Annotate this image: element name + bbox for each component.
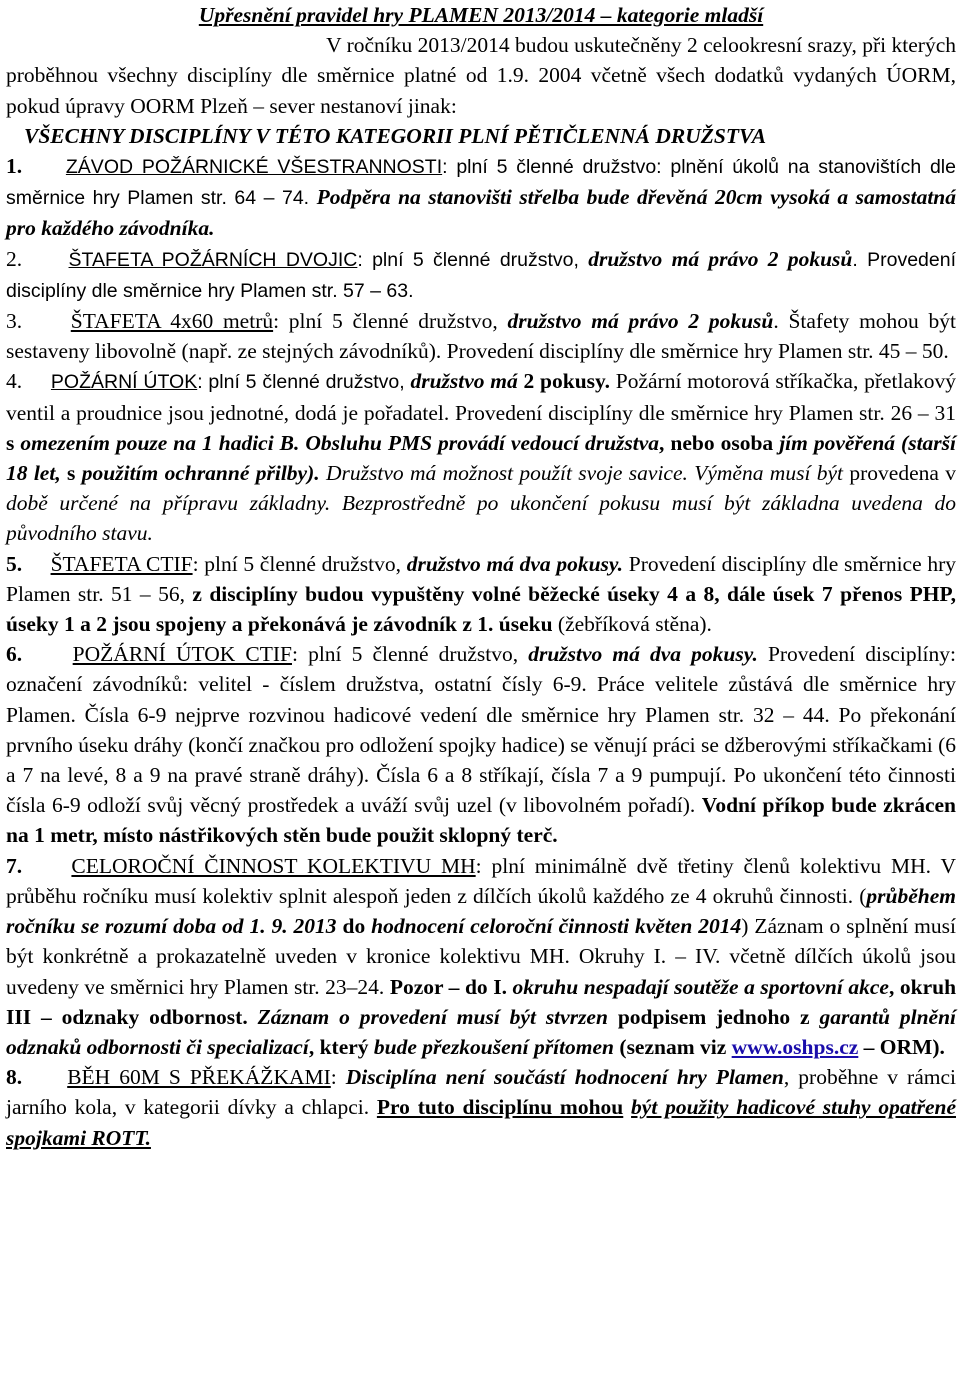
document-title: Upřesnění pravidel hry PLAMEN 2013/2014 – kategorie mladší [198,3,764,27]
section-7-bold-italic-6: bude přezkoušení přítomen [373,1034,615,1059]
section-3-attempts: družstvo má právo 2 pokusů [507,309,774,334]
section-5-number: 5. [6,551,23,576]
section-2-text: : plní 5 členné družstvo, [357,248,579,271]
all-disciplines-heading: VŠECHNY DISCIPLÍNY V TÉTO KATEGORII PLNÍ PĚTIČLENNÁ DRUŽSTVA [24,123,767,148]
section-1-text: : plní 5 členné družstvo: plnění úkolů na stanovištích dle směrnice hry Plamen str. 64 – 74. [6,156,956,210]
section-4-bold-italic-4: použitím ochranné přilby). [81,461,320,486]
section-7-bold-3: , okruh III – odznaky odbornost. [6,974,957,1029]
section-7-bold-italic-5: garantů plnění odznaků odbornosti či specializací [6,1004,956,1059]
section-5-bold: z disciplíny budou vypuštěny volné běžecké úseky 4 a 8, dále úsek 7 přenos PHP, úseky 1 a 2 jsou spojeny a překonává je závodník z 1. úseku [6,581,956,637]
section-7-text-2: ) Záznam o splnění musí být konkrétně a prokazatelně uveden v kronice kolektivu MH. Okruhy I. – IV. včetně dílčích úkolů jsou uvedeny ve směrnici hry Plamen str. 23–24. [6,914,956,999]
section-4-bold-italic-3: jím pověřená (starší 18 let, [6,430,956,486]
section-4-text: : plní 5 členné družstvo, [197,371,405,394]
section-1-number: 1. [6,154,23,179]
section-6 [6,639,956,850]
oshps-link[interactable]: www.oshps.cz [731,1034,859,1059]
section-4-text-3: provedena v [849,461,956,486]
section-8 [6,1062,956,1153]
section-8-text-2: , proběhne v rámci jarního kola, v kategorii dívky a chlapci. [6,1065,956,1120]
section-6-number: 6. [6,642,23,667]
section-5-text: : plní 5 členné družstvo, [192,551,402,576]
section-3 [6,306,956,366]
section-8-text: : [330,1065,337,1090]
section-4 [6,366,956,548]
section-8-bold-italic-underline: být použity hadicové stuhy opatřené spojkami ROTT. [6,1095,956,1150]
section-1 [6,151,956,244]
section-5-attempts: družstvo má dva pokusy. [406,551,624,576]
section-4-number: 4. [6,369,23,394]
intro-text: proběhnou všechny disciplíny dle směrnice platné od 1.9. 2004 včetně všech dodatků vydaných ÚORM, pokud úpravy OORM Plzeň – sever nestanoví jinak: [6,63,956,118]
section-3-tail: . Štafety mohou být sestaveny libovolně (např. ze stejných závodníků). Provedení disciplíny dle směrnice hry Plamen str. 45 – 50. [6,309,957,364]
intro-line-1: V ročníku 2013/2014 budou uskutečněny 2 celookresní srazy, při kterých [326,33,956,58]
section-7-bold-italic-2: hodnocení celoroční činnosti květen 2014 [371,914,742,939]
section-2-attempts: družstvo má právo 2 pokusů [588,246,853,271]
section-3-text: : plní 5 členné družstvo, [273,309,498,334]
section-4-bold-italic-2: omezením pouze na 1 hadici B. Obsluhu PMS provádí vedoucí družstva [20,430,660,455]
section-8-name: BĚH 60M S PŘEKÁŽKAMI [67,1065,331,1090]
section-2-tail: . Provedení disciplíny dle směrnice hry Plamen str. 57 – 63. [6,248,956,302]
section-4-attempts-b: 2 pokusy. [523,369,610,394]
section-7-text: : plní minimálně dvě třetiny členů kolektivu MH. V průběhu ročníku musí kolektiv splnit alespoň jeden z dílčích úkolů každého ze 4 okruhů činnosti. ( [6,853,956,908]
section-7-bold-italic: průběhem ročníku se rozumí doba od 1. 9. 2013 [6,883,956,939]
section-7-bold-5: , který [308,1034,369,1059]
section-2 [6,244,956,306]
section-8-bold-italic: Disciplína není součástí hodnocení hry Plamen [345,1065,784,1090]
section-7-bold-7: – ORM). [863,1034,945,1059]
section-7-number: 7. [6,853,23,878]
section-3-number: 3. [6,309,23,334]
section-4-bold-3: , nebo osoba [659,430,774,455]
section-7-bold-italic-3: okruhu nespadají soutěže a sportovní akce [512,974,889,999]
section-4-italic: Družstvo má možnost použít svoje savice. Výměna musí být [325,461,844,486]
section-1-name: ZÁVOD POŽÁRNICKÉ VŠESTRANNOSTI [65,156,443,179]
section-7-bold-6: (seznam viz [619,1034,727,1059]
section-4-attempts-a: družstvo má [410,369,518,394]
section-7 [6,851,956,1062]
section-4-name: POŽÁRNÍ ÚTOK [50,371,198,394]
section-7-name: CELOROČNÍ ČINNOST KOLEKTIVU MH [71,853,476,878]
section-4-bold-4: s [67,461,76,486]
section-4-italic-2: době určené na přípravu základny. Bezprostředně po ukončení pokusu musí být základna uvedena do původního stavu. [6,491,956,546]
section-7-bold-2: Pozor – do I. [389,974,507,999]
section-1-note: Podpěra na stanovišti střelba bude dřevěná 20cm vysoká a samostatná pro každého závodníka. [6,185,956,241]
section-4-bold-2: s [6,430,15,455]
section-7-bold: do [342,914,366,939]
section-2-name: ŠTAFETA POŽÁRNÍCH DVOJIC [68,248,358,271]
section-2-number: 2. [6,246,23,271]
intro-paragraph [6,30,956,121]
section-6-attempts: družstvo má dva pokusy. [528,642,758,667]
section-6-text-2: Provedení disciplíny: označení závodníků: velitel - číslem družstva, ostatní čísly 6-9. Práce velitele zůstává dle směrnice hry Plamen. Čísla 6-9 nejprve rozvinou hadicové vedení dle směrnice hry Plamen str. 32 – 44. Po překonání prvního úseku dráhy (končí značkou pro odložení spojky hadice) se věnují práci se džberovými stříkačkami (6 a 7 na levé, 8 a 9 na pravé straně dráhy). Čísla 6 a 8 stříkají, čísla 7 a 9 pumpují. Po ukončení této činnosti čísla 6-9 odloží svůj věcný prostředek a uváží svůj uzel (v libovolném pořadí). [6,642,956,818]
section-6-text: : plní 5 členné družstvo, [291,642,519,667]
section-7-bold-4: podpisem jednoho z [617,1004,810,1029]
section-6-name: POŽÁRNÍ ÚTOK CTIF [72,642,292,667]
section-6-bold: Vodní příkop bude zkrácen na 1 metr, místo nástřikových stěn bude použit sklopný terč. [6,793,956,848]
section-5-text-2: Provedení disciplíny dle směrnice hry Plamen str. 51 – 56, [6,551,956,606]
section-5 [6,549,956,640]
section-8-number: 8. [6,1065,23,1090]
section-8-bold-underline: Pro tuto disciplínu mohou [376,1095,624,1120]
section-3-name: ŠTAFETA 4x60 metrů [70,309,274,334]
section-7-bold-italic-4: Záznam o provedení musí být stvrzen [257,1004,608,1029]
section-5-name: ŠTAFETA CTIF [50,551,193,576]
section-4-text-2: Požární motorová stříkačka, přetlakový ventil a proudnice jsou jednotné, dodá je pořadatel. Provedení disciplíny dle směrnice hry Plamen str. 26 – 31 [6,369,957,425]
section-5-tail: (žebříková stěna). [557,612,712,637]
document-page [6,0,956,1153]
